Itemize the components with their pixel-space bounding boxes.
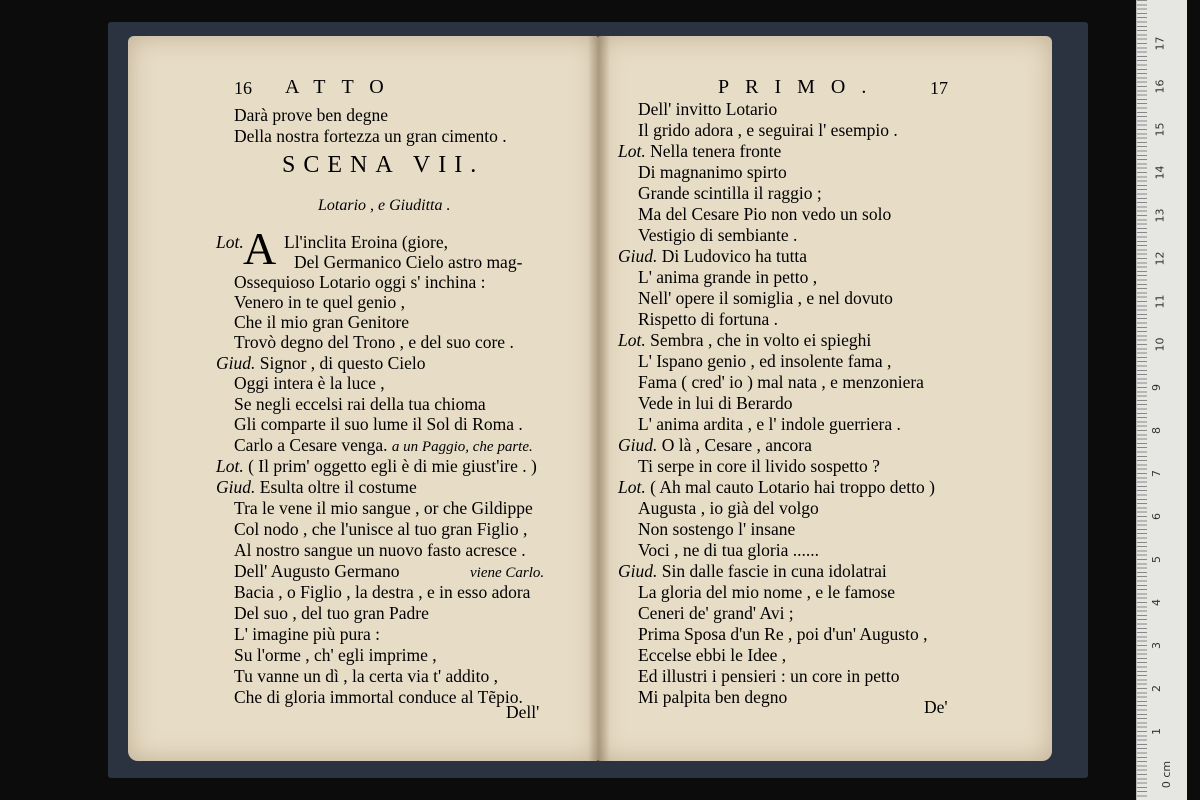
left-running-head: ATTO: [285, 76, 400, 98]
verse-line: Gli comparte il suo lume il Sol di Roma .: [234, 414, 523, 434]
verse-line: Darà prove ben degne: [234, 105, 389, 125]
right-running-head: PRIMO.: [718, 76, 883, 98]
verse-line: [216, 232, 244, 252]
stage-direction: viene Carlo.: [470, 565, 545, 581]
verse-line: Lot. ( Ah mal cauto Lotario hai troppo detto ): [618, 477, 935, 497]
speaker-label: Giud.: [216, 353, 256, 373]
speaker-label: Lot.: [216, 456, 244, 476]
drop-cap: A: [243, 223, 277, 274]
verse-line: Al nostro sangue un nuovo fasto acresce .: [234, 540, 526, 560]
ruler-tick-label: 13: [1153, 208, 1167, 223]
verse-line: La gloria del mio nome , e le famose: [638, 582, 896, 602]
verse-line: Del suo , del tuo gran Padre: [234, 603, 429, 623]
verse-line: Venero in te quel genio ,: [234, 292, 406, 312]
verse-line: Giud. Sin dalle fascie in cuna idolatrai: [618, 561, 887, 581]
speaker-label: Lot.: [216, 232, 244, 252]
verse-line: Bacia , o Figlio , la destra , e in esso adora: [234, 582, 531, 602]
verse-line: Che il mio gran Genitore: [234, 312, 409, 332]
verse-line: Oggi intera è la luce ,: [234, 373, 385, 393]
ruler-tick-label: 1: [1150, 728, 1163, 735]
book-gutter: [588, 36, 610, 761]
verse-line: Ll'inclita Eroina (giore,: [284, 232, 448, 252]
verse-line: Dell' Augusto Germano: [234, 561, 400, 581]
ruler-tick-label: 11: [1153, 294, 1167, 309]
verse-line: Vestigio di sembiante .: [638, 225, 798, 245]
ruler-tick-label: 8: [1150, 427, 1163, 434]
verse-line: L' imagine più pura :: [234, 624, 381, 644]
verse-line: Ti serpe in core il livido sospetto ?: [638, 456, 880, 476]
measurement-ruler: [1136, 0, 1187, 800]
verse-line: Eccelse ebbi le Idee ,: [638, 645, 787, 665]
left-page-number: 16: [234, 78, 252, 98]
verse-line: Lot. Sembra , che in volto ei spieghi: [618, 330, 872, 350]
verse-line: Rispetto di fortuna .: [638, 309, 778, 329]
catchword: De': [924, 697, 948, 717]
verse-line: Su l'orme , ch' egli imprime ,: [234, 645, 437, 665]
verse-line: Ceneri de' grand' Avi ;: [638, 603, 794, 623]
verse-line: Nell' opere il somiglia , e nel dovuto: [638, 288, 893, 308]
speaker-label: Lot.: [618, 141, 646, 161]
verse-line: Ossequioso Lotario oggi s' inchina :: [234, 272, 486, 292]
right-page-number: 17: [930, 78, 948, 98]
verse-line: L' anima ardita , e l' indole guerriera .: [638, 414, 901, 434]
verse-line: Fama ( cred' io ) mal nata , e menzoniera: [638, 372, 924, 392]
catchword: Dell': [506, 702, 540, 722]
verse-line: Il grido adora , e seguirai l' esempio .: [638, 120, 898, 140]
verse-line: Giud. Di Ludovico ha tutta: [618, 246, 808, 266]
verse-line: Lot. Nella tenera fronte: [618, 141, 782, 161]
ruler-tick-label: 0 cm: [1160, 760, 1174, 789]
verse-line: Col nodo , che l'unisce al tuo gran Figlio ,: [234, 519, 528, 539]
scene-characters: Lotario , e Giuditta .: [318, 197, 451, 214]
verse-line: Voci , ne di tua gloria ......: [638, 540, 819, 560]
verse-line: Tra le vene il mio sangue , or che Gildippe: [234, 498, 533, 518]
verse-line: Che di gloria immortal conduce al Tẽpio.: [234, 687, 523, 707]
ruler-tick-label: 10: [1153, 337, 1167, 352]
ruler-tick-label: 17: [1153, 36, 1167, 51]
ruler-tick-label: 9: [1150, 384, 1163, 391]
ruler-tick-label: 15: [1153, 122, 1167, 137]
ruler-tick-label: 14: [1153, 165, 1167, 180]
speaker-label: Giud.: [216, 477, 256, 497]
speaker-label: Lot.: [618, 330, 646, 350]
verse-line: Della nostra fortezza un gran cimento .: [234, 126, 507, 146]
verse-line: Mi palpita ben degno: [638, 687, 788, 707]
ruler-tick-label: 3: [1150, 642, 1163, 649]
verse-line: Grande scintilla il raggio ;: [638, 183, 822, 203]
verse-line: Vede in lui di Berardo: [638, 393, 793, 413]
verse-line: Lot. ( Il prim' oggetto egli è di mie giust'ire . ): [216, 456, 537, 476]
verse-line: L' anima grande in petto ,: [638, 267, 818, 287]
scene-title: SCENA VII.: [282, 152, 485, 178]
speaker-label: Giud.: [618, 561, 658, 581]
verse-line: Del Germanico Cielo astro mag-: [294, 252, 523, 272]
speaker-label: Giud.: [618, 246, 658, 266]
verse-line: Giud. Esulta oltre il costume: [216, 477, 417, 497]
stage-direction: a un Paggio, che parte.: [391, 439, 533, 455]
verse-line: Dell' invitto Lotario: [638, 99, 778, 119]
verse-line: Ma del Cesare Pio non vedo un solo: [638, 204, 892, 224]
ruler-tick-label: 4: [1150, 599, 1163, 606]
ruler-tick-label: 6: [1150, 513, 1163, 520]
verse-line: Trovò degno del Trono , e del suo core .: [234, 332, 514, 352]
verse-line: Di magnanimo spirto: [638, 162, 787, 182]
verse-line: Non sostengo l' insane: [638, 519, 796, 539]
verse-line: Giud. Signor , di questo Cielo: [216, 353, 426, 373]
ruler-tick-label: 2: [1150, 685, 1163, 692]
ruler-tick-label: 16: [1153, 79, 1167, 94]
verse-line: Giud. O là , Cesare , ancora: [618, 435, 812, 455]
verse-line: Tu vanne un dì , la certa via t' addito ,: [234, 666, 498, 686]
verse-line: Augusta , io già del volgo: [638, 498, 819, 518]
ruler-tick-label: 7: [1150, 470, 1163, 477]
ruler-tick-label: 12: [1153, 251, 1167, 266]
speaker-label: Lot.: [618, 477, 646, 497]
verse-line: Se negli eccelsi rai della tua chioma: [234, 394, 486, 414]
speaker-label: Giud.: [618, 435, 658, 455]
verse-line: L' Ispano genio , ed insolente fama ,: [638, 351, 892, 371]
verse-line: Prima Sposa d'un Re , poi d'un' Augusto ,: [638, 624, 928, 644]
ruler-tick-label: 5: [1150, 556, 1163, 563]
verse-line: Carlo a Cesare venga. a un Paggio, che parte.: [234, 435, 533, 455]
verse-line: Ed illustri i pensieri : un core in petto: [638, 666, 900, 686]
